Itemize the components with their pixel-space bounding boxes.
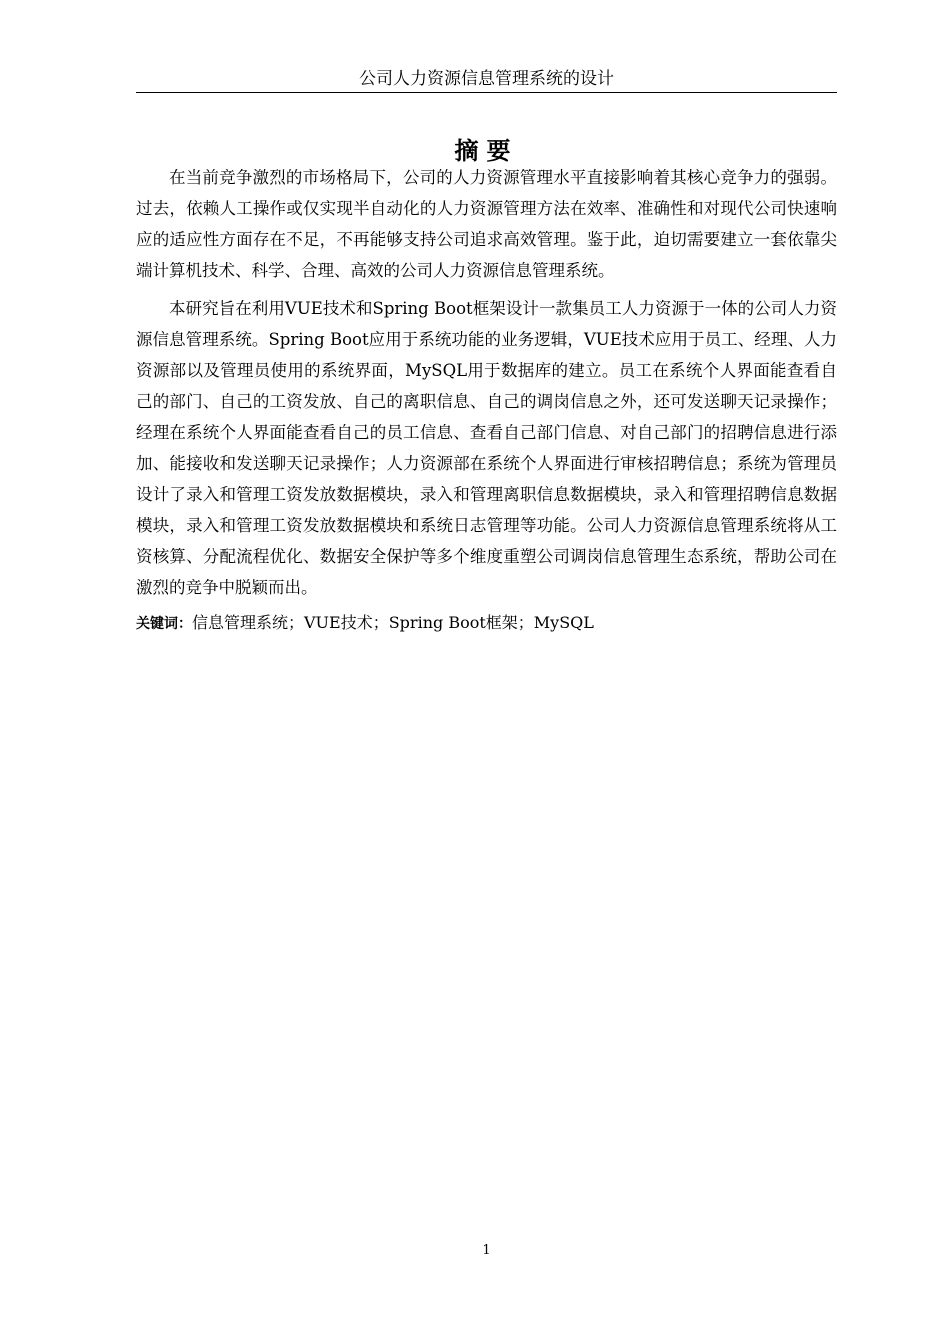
abstract-body (136, 162, 837, 637)
header-divider (136, 92, 837, 93)
abstract-title: 摘要 (454, 137, 519, 165)
page-header-title: 公司人力资源信息管理系统的设计 (359, 69, 614, 89)
keywords-line (136, 610, 837, 637)
page-number: 1 (482, 1243, 491, 1258)
abstract-paragraph-1: 在当前竞争激烈的市场格局下，公司的人力资源管理水平直接影响着其核心竞争力的强弱。过去，依赖人工操作或仅实现半自动化的人力资源管理方法在效率、准确性和对现代公司快速响应的适应性方面存在不足，不再能够支持公司追求高效管理。鉴于此，迫切需要建立一套依靠尖端计算机技术、科学、合理、高效的公司人力资源信息管理系统。 (136, 168, 837, 280)
abstract-paragraph-2: 本研究旨在利用VUE技术和Spring Boot框架设计一款集员工人力资源于一体的公司人力资源信息管理系统。Spring Boot应用于系统功能的业务逻辑，VUE技术应用于员工、经理、人力资源部以及管理员使用的系统界面，MySQL用于数据库的建立。员工在系统个人界面能查看自己的部门、自己的工资发放、自己的离职信息、自己的调岗信息之外，还可发送聊天记录操作；经理在系统个人界面能查看自己的员工信息、查看自己部门信息、对自己部门的招聘信息进行添加、能接收和发送聊天记录操作；人力资源部在系统个人界面进行审核招聘信息；系统为管理员设计了录入和管理工资发放数据模块，录入和管理离职信息数据模块，录入和管理招聘信息数据模块，录入和管理工资发放数据模块和系统日志管理等功能。公司人力资源信息管理系统将从工资核算、分配流程优化、数据安全保护等多个维度重塑公司调岗信息管理生态系统，帮助公司在激烈的竞争中脱颖而出。 (136, 299, 837, 597)
keywords-label: 关键词： (136, 616, 192, 632)
keywords-text: 信息管理系统；VUE技术；Spring Boot框架；MySQL (192, 613, 594, 632)
